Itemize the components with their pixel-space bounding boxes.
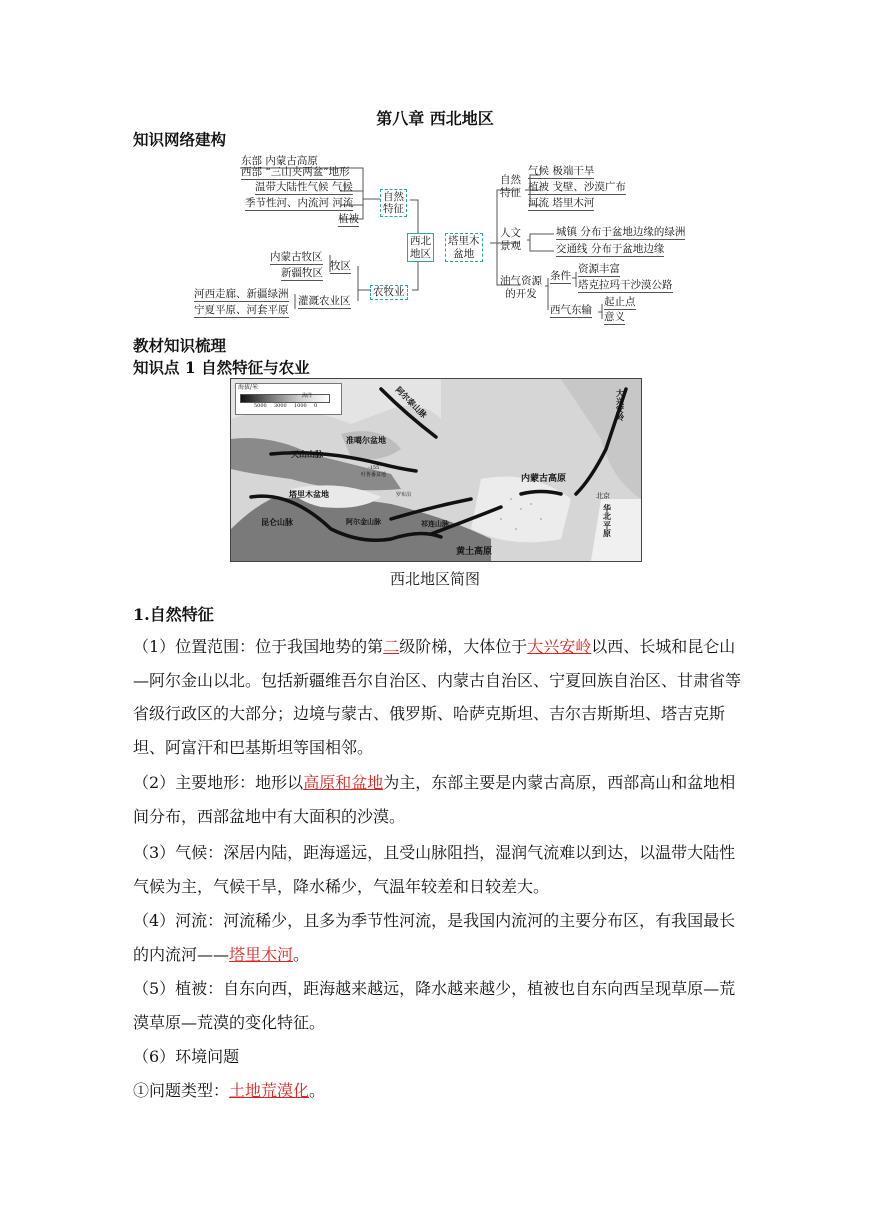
mm-vegetation: 植被 [338, 213, 359, 225]
map-legend-tick-1000: 1000 [294, 403, 307, 409]
mm-r-condition: 条件 [550, 270, 571, 282]
para-problem-type-a: ①问题类型： [133, 1081, 230, 1100]
map-label-beijing: 北京 [596, 492, 610, 500]
mm-pasture-xinjiang: 新疆牧区 [281, 267, 323, 279]
map-label-junggar: 准噶尔盆地 [346, 435, 386, 445]
map-label-turpan: 吐鲁番盆地 [361, 472, 387, 478]
map-legend-tick-5000: 5000 [254, 403, 267, 409]
mm-terrain-west: 西部 “三山夹两盆”地形 [241, 166, 350, 178]
mm-r-human: 人文 景观 [500, 227, 521, 253]
map-label-tianshan: 天山山脉 [291, 449, 323, 459]
para-location-e: 以西、长城和昆仑山—阿尔金山以北。包括新疆维吾尔自治区、内蒙古自治区、宁夏回族自治区、甘肃省等省级行政区的大部分；边境与蒙古、俄罗斯、哈萨克斯坦、吉尔吉斯斯坦、塔吉克斯坦、阿富汗和巴基斯坦等国相邻。 [133, 637, 742, 757]
para-location-daxinganling: 大兴安岭 [527, 637, 592, 656]
map-label-loess: 黄土高原 [456, 547, 493, 557]
map-legend-tick-0: 0 [314, 403, 318, 409]
mm-river-type-text: 季节性河、内流河 [245, 197, 329, 209]
para-problem-type [133, 1074, 743, 1108]
mm-r-river: 河流 塔里木河 [528, 197, 595, 209]
para-location-a: （1）位置范围：位于我国地势的第 [133, 637, 384, 656]
mm-river-type [245, 198, 353, 211]
section-network: 知识网络建构 [133, 130, 227, 149]
mm-pastoral-area: 牧区 [330, 260, 351, 272]
mm-nature-features: 自然 特征 [380, 189, 407, 217]
mm-r-climate: 气候 极端干旱 [528, 165, 595, 177]
para-climate: （3）气候：深居内陆，距海遥远，且受山脉阻挡，湿润气流难以到达，以温带大陆性气候为主，气候干旱，降水稀少，气温年较差和日较差大。 [133, 843, 736, 896]
map-caption: 西北地区简图 [389, 570, 480, 588]
map-legend-title: 海拔/米 [238, 384, 259, 391]
mm-r-towns: 城镇 分布于盆地边缘的绿洲 [556, 226, 686, 238]
mm-tarim-basin: 塔里木 盆地 [445, 233, 483, 262]
mm-r-nature: 自然 特征 [500, 174, 521, 200]
mm-river-label: 河流 [332, 197, 354, 209]
mindmap-connectors [0, 0, 870, 340]
map-label-qilian: 祁连山脉 [421, 519, 449, 528]
mm-r-vegetation: 植被 戈壁、沙漠广布 [528, 181, 626, 193]
para-rivers-tarim: 塔里木河 [229, 944, 294, 964]
para-terrain-highlight: 高原和盆地 [303, 773, 384, 792]
mm-climate-type-text: 温带大陆性气候 [255, 181, 329, 193]
map-legend-sea: 海洋 [302, 393, 313, 399]
map-label-lop-nur: 罗布泊 [396, 492, 412, 498]
mm-irrigation-hexi: 河西走廊、新疆绿洲 [194, 288, 289, 300]
para-problem-type-desertification: 土地荒漠化 [229, 1081, 310, 1100]
para-terrain-c: 为主，东部主要是内蒙古高原，西部高山和盆地相间分布，西部盆地中有大面积的沙漠。 [133, 773, 736, 826]
mm-climate-label: 气候 [331, 181, 353, 193]
mm-r-start-end: 起止点 [604, 296, 636, 308]
para-terrain [133, 766, 743, 833]
para-environment: （6）环境问题 [133, 1047, 240, 1066]
para-location-c: 级阶梯，大体位于 [399, 637, 528, 656]
para-vegetation: （5）植被：自东向西，距海越来越远，降水越来越少，植被也自东向西呈现草原—荒漠草原—荒漠的变化特征。 [133, 979, 736, 1032]
section-point1: 知识点 1 自然特征与农业 [133, 358, 310, 377]
mm-r-west-east: 西气东输 [550, 304, 592, 316]
para-rivers-a: （4）河流：河流稀少，且多为季节性河流，是我国内流河的主要分布区，有我国最长的内流河—— [133, 911, 736, 964]
northwest-map [230, 378, 642, 562]
map-label-north-china-plain: 华北平原 [603, 503, 611, 539]
mm-r-traffic: 交通线 分布于盆地边缘 [556, 243, 665, 255]
mm-r-oil: 油气资源 的开发 [500, 275, 542, 301]
map-label-tarim: 塔里木盆地 [289, 489, 329, 499]
para-rivers [133, 904, 743, 971]
mm-agri-pastoral: 农牧业 [370, 285, 408, 300]
map-legend-tick-3000: 3000 [274, 403, 287, 409]
para-rivers-c: 。 [293, 944, 310, 964]
mm-r-rich: 资源丰富 [578, 263, 620, 275]
mm-pasture-inner-mongolia: 内蒙古牧区 [270, 251, 323, 263]
mm-center-northwest: 西北 地区 [407, 233, 434, 262]
mm-irrigation-ningxia: 宁夏平原、河套平原 [194, 304, 289, 316]
para-location-step: 二 [383, 637, 400, 656]
para-location [133, 630, 743, 764]
page-title: 第八章 西北地区 [376, 109, 494, 128]
section-textbook: 教材知识梳理 [133, 336, 227, 355]
map-label-daxinganling: 大兴安岭 [616, 388, 624, 422]
para-terrain-a: （2）主要地形：地形以 [133, 773, 304, 792]
map-label-inner-mongolia: 内蒙古高原 [521, 474, 567, 484]
map-label-altun: 阿尔金山脉 [346, 517, 381, 526]
map-legend-bar [240, 394, 330, 403]
mm-r-meaning: 意义 [604, 311, 625, 323]
para-problem-type-c: 。 [309, 1081, 326, 1100]
mm-terrain-east: 东部 内蒙古高原 [241, 155, 318, 167]
mm-climate-type [255, 182, 353, 195]
mm-irrigation-area: 灌溉农业区 [298, 295, 351, 307]
mm-r-road: 塔克拉玛干沙漠公路 [578, 279, 673, 291]
map-label-elevation: -155 [368, 465, 380, 471]
map-legend [235, 383, 342, 415]
map-label-altai: 阿尔泰山脉 [393, 384, 430, 420]
subsection-natural-features: 1.自然特征 [133, 605, 214, 624]
map-label-kunlun: 昆仑山脉 [261, 517, 293, 527]
